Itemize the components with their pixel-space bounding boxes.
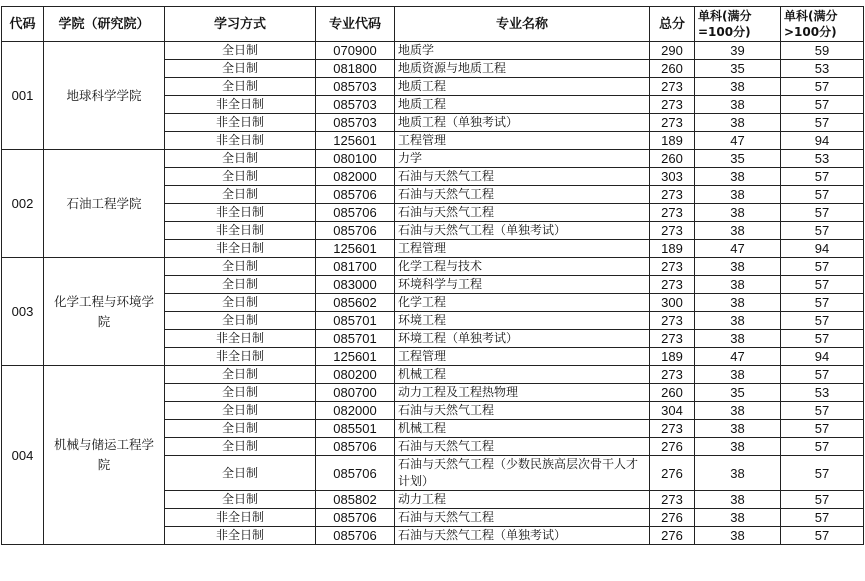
- single-100-score: 38: [695, 258, 781, 276]
- single-100-score: 38: [695, 312, 781, 330]
- study-mode: 全日制: [165, 294, 316, 312]
- total-score: 304: [650, 402, 695, 420]
- single-over100-score: 57: [781, 527, 864, 545]
- total-score: 276: [650, 438, 695, 456]
- study-mode: 全日制: [165, 491, 316, 509]
- single-over100-score: 57: [781, 402, 864, 420]
- single-100-score: 38: [695, 186, 781, 204]
- major-name: 石油与天然气工程: [395, 186, 650, 204]
- single-over100-score: 94: [781, 240, 864, 258]
- major-name: 化学工程与技术: [395, 258, 650, 276]
- table-body: [2, 42, 864, 545]
- total-score: 273: [650, 312, 695, 330]
- total-score: 189: [650, 348, 695, 366]
- single-100-score: 38: [695, 168, 781, 186]
- major-code: 125601: [316, 240, 395, 258]
- single-over100-score: 57: [781, 456, 864, 491]
- single-over100-score: 57: [781, 186, 864, 204]
- study-mode: 非全日制: [165, 114, 316, 132]
- single-100-score: 47: [695, 132, 781, 150]
- single-100-score: 38: [695, 509, 781, 527]
- group-code: 001: [2, 42, 44, 150]
- total-score: 303: [650, 168, 695, 186]
- single-over100-score: 57: [781, 204, 864, 222]
- single-100-score: 35: [695, 384, 781, 402]
- major-code: 085701: [316, 330, 395, 348]
- total-score: 273: [650, 114, 695, 132]
- major-name: 石油与天然气工程（单独考试）: [395, 527, 650, 545]
- study-mode: 全日制: [165, 276, 316, 294]
- total-score: 273: [650, 276, 695, 294]
- single-over100-score: 57: [781, 78, 864, 96]
- study-mode: 非全日制: [165, 240, 316, 258]
- study-mode: 全日制: [165, 168, 316, 186]
- total-score: 273: [650, 258, 695, 276]
- single-100-score: 38: [695, 330, 781, 348]
- single-over100-score: 57: [781, 96, 864, 114]
- major-code: 085706: [316, 222, 395, 240]
- table-row: [2, 258, 864, 276]
- study-mode: 非全日制: [165, 527, 316, 545]
- total-score: 260: [650, 384, 695, 402]
- major-name: 动力工程及工程热物理: [395, 384, 650, 402]
- total-score: 189: [650, 240, 695, 258]
- major-name: 石油与天然气工程: [395, 438, 650, 456]
- single-100-score: 38: [695, 222, 781, 240]
- major-code: 085501: [316, 420, 395, 438]
- major-name: 机械工程: [395, 420, 650, 438]
- major-code: 082000: [316, 402, 395, 420]
- major-code: 080100: [316, 150, 395, 168]
- study-mode: 全日制: [165, 420, 316, 438]
- table-row: [2, 42, 864, 60]
- major-code: 085703: [316, 114, 395, 132]
- major-code: 085703: [316, 96, 395, 114]
- single-over100-score: 57: [781, 420, 864, 438]
- major-name: 石油与天然气工程: [395, 402, 650, 420]
- single-100-score: 47: [695, 240, 781, 258]
- group-school: 化学工程与环境学院: [44, 258, 165, 366]
- header-major-code: 专业代码: [316, 7, 395, 42]
- study-mode: 全日制: [165, 456, 316, 491]
- total-score: 290: [650, 42, 695, 60]
- major-name: 工程管理: [395, 348, 650, 366]
- study-mode: 非全日制: [165, 509, 316, 527]
- total-score: 273: [650, 420, 695, 438]
- header-row: [2, 7, 864, 42]
- single-100-score: 38: [695, 438, 781, 456]
- major-name: 地质工程（单独考试）: [395, 114, 650, 132]
- major-name: 环境工程: [395, 312, 650, 330]
- single-100-score: 35: [695, 150, 781, 168]
- single-100-score: 39: [695, 42, 781, 60]
- single-100-score: 38: [695, 96, 781, 114]
- major-name: 地质工程: [395, 78, 650, 96]
- single-over100-score: 57: [781, 330, 864, 348]
- header-school: 学院（研究院）: [44, 7, 165, 42]
- single-100-score: 38: [695, 456, 781, 491]
- major-code: 085706: [316, 527, 395, 545]
- major-code: 125601: [316, 132, 395, 150]
- single-over100-score: 94: [781, 348, 864, 366]
- score-table: [1, 6, 864, 545]
- header-single-100: 单科(满分=100分): [695, 7, 781, 42]
- study-mode: 全日制: [165, 60, 316, 78]
- major-code: 085706: [316, 509, 395, 527]
- single-over100-score: 57: [781, 509, 864, 527]
- total-score: 276: [650, 456, 695, 491]
- single-100-score: 38: [695, 491, 781, 509]
- major-name: 工程管理: [395, 240, 650, 258]
- single-100-score: 38: [695, 294, 781, 312]
- study-mode: 全日制: [165, 366, 316, 384]
- group-school: 地球科学学院: [44, 42, 165, 150]
- study-mode: 全日制: [165, 258, 316, 276]
- total-score: 300: [650, 294, 695, 312]
- total-score: 273: [650, 204, 695, 222]
- study-mode: 全日制: [165, 186, 316, 204]
- major-code: 081800: [316, 60, 395, 78]
- total-score: 273: [650, 222, 695, 240]
- major-code: 085802: [316, 491, 395, 509]
- study-mode: 非全日制: [165, 96, 316, 114]
- single-over100-score: 53: [781, 60, 864, 78]
- single-over100-score: 57: [781, 168, 864, 186]
- major-name: 石油与天然气工程（少数民族高层次骨干人才计划）: [395, 456, 650, 491]
- single-100-score: 35: [695, 60, 781, 78]
- table-row: [2, 366, 864, 384]
- major-name: 地质资源与地质工程: [395, 60, 650, 78]
- total-score: 273: [650, 491, 695, 509]
- study-mode: 全日制: [165, 402, 316, 420]
- major-code: 085706: [316, 456, 395, 491]
- total-score: 276: [650, 509, 695, 527]
- major-code: 085706: [316, 438, 395, 456]
- table-row: [2, 150, 864, 168]
- study-mode: 非全日制: [165, 132, 316, 150]
- major-name: 环境科学与工程: [395, 276, 650, 294]
- study-mode: 全日制: [165, 42, 316, 60]
- single-over100-score: 57: [781, 438, 864, 456]
- total-score: 273: [650, 366, 695, 384]
- group-code: 002: [2, 150, 44, 258]
- single-over100-score: 57: [781, 222, 864, 240]
- single-100-score: 38: [695, 366, 781, 384]
- single-over100-score: 53: [781, 384, 864, 402]
- major-code: 085701: [316, 312, 395, 330]
- total-score: 260: [650, 60, 695, 78]
- header-mode: 学习方式: [165, 7, 316, 42]
- major-name: 力学: [395, 150, 650, 168]
- total-score: 260: [650, 150, 695, 168]
- header-major-name: 专业名称: [395, 7, 650, 42]
- group-code: 004: [2, 366, 44, 545]
- major-code: 085602: [316, 294, 395, 312]
- major-name: 地质工程: [395, 96, 650, 114]
- study-mode: 全日制: [165, 312, 316, 330]
- major-code: 070900: [316, 42, 395, 60]
- study-mode: 全日制: [165, 384, 316, 402]
- major-name: 化学工程: [395, 294, 650, 312]
- single-100-score: 38: [695, 204, 781, 222]
- major-name: 工程管理: [395, 132, 650, 150]
- major-code: 083000: [316, 276, 395, 294]
- major-code: 082000: [316, 168, 395, 186]
- total-score: 273: [650, 78, 695, 96]
- header-total: 总分: [650, 7, 695, 42]
- total-score: 273: [650, 330, 695, 348]
- study-mode: 全日制: [165, 150, 316, 168]
- single-over100-score: 94: [781, 132, 864, 150]
- major-name: 石油与天然气工程: [395, 168, 650, 186]
- header-single-over100: 单科(满分>100分): [781, 7, 864, 42]
- major-code: 125601: [316, 348, 395, 366]
- study-mode: 全日制: [165, 438, 316, 456]
- major-name: 机械工程: [395, 366, 650, 384]
- study-mode: 非全日制: [165, 330, 316, 348]
- single-over100-score: 57: [781, 276, 864, 294]
- single-over100-score: 57: [781, 491, 864, 509]
- study-mode: 非全日制: [165, 204, 316, 222]
- single-over100-score: 57: [781, 114, 864, 132]
- study-mode: 非全日制: [165, 222, 316, 240]
- group-code: 003: [2, 258, 44, 366]
- major-code: 085706: [316, 204, 395, 222]
- single-100-score: 38: [695, 78, 781, 96]
- major-name: 石油与天然气工程: [395, 204, 650, 222]
- single-100-score: 38: [695, 402, 781, 420]
- total-score: 273: [650, 96, 695, 114]
- single-100-score: 38: [695, 276, 781, 294]
- group-school: 机械与储运工程学院: [44, 366, 165, 545]
- major-code: 080200: [316, 366, 395, 384]
- single-100-score: 38: [695, 527, 781, 545]
- header-code: 代码: [2, 7, 44, 42]
- single-100-score: 47: [695, 348, 781, 366]
- study-mode: 非全日制: [165, 348, 316, 366]
- single-100-score: 38: [695, 420, 781, 438]
- single-over100-score: 57: [781, 366, 864, 384]
- major-code: 080700: [316, 384, 395, 402]
- major-code: 081700: [316, 258, 395, 276]
- single-over100-score: 57: [781, 258, 864, 276]
- total-score: 273: [650, 186, 695, 204]
- major-name: 动力工程: [395, 491, 650, 509]
- major-name: 环境工程（单独考试）: [395, 330, 650, 348]
- single-100-score: 38: [695, 114, 781, 132]
- total-score: 276: [650, 527, 695, 545]
- major-name: 地质学: [395, 42, 650, 60]
- single-over100-score: 57: [781, 294, 864, 312]
- major-code: 085703: [316, 78, 395, 96]
- group-school: 石油工程学院: [44, 150, 165, 258]
- major-name: 石油与天然气工程（单独考试）: [395, 222, 650, 240]
- single-over100-score: 59: [781, 42, 864, 60]
- total-score: 189: [650, 132, 695, 150]
- study-mode: 全日制: [165, 78, 316, 96]
- single-over100-score: 57: [781, 312, 864, 330]
- major-code: 085706: [316, 186, 395, 204]
- major-name: 石油与天然气工程: [395, 509, 650, 527]
- single-over100-score: 53: [781, 150, 864, 168]
